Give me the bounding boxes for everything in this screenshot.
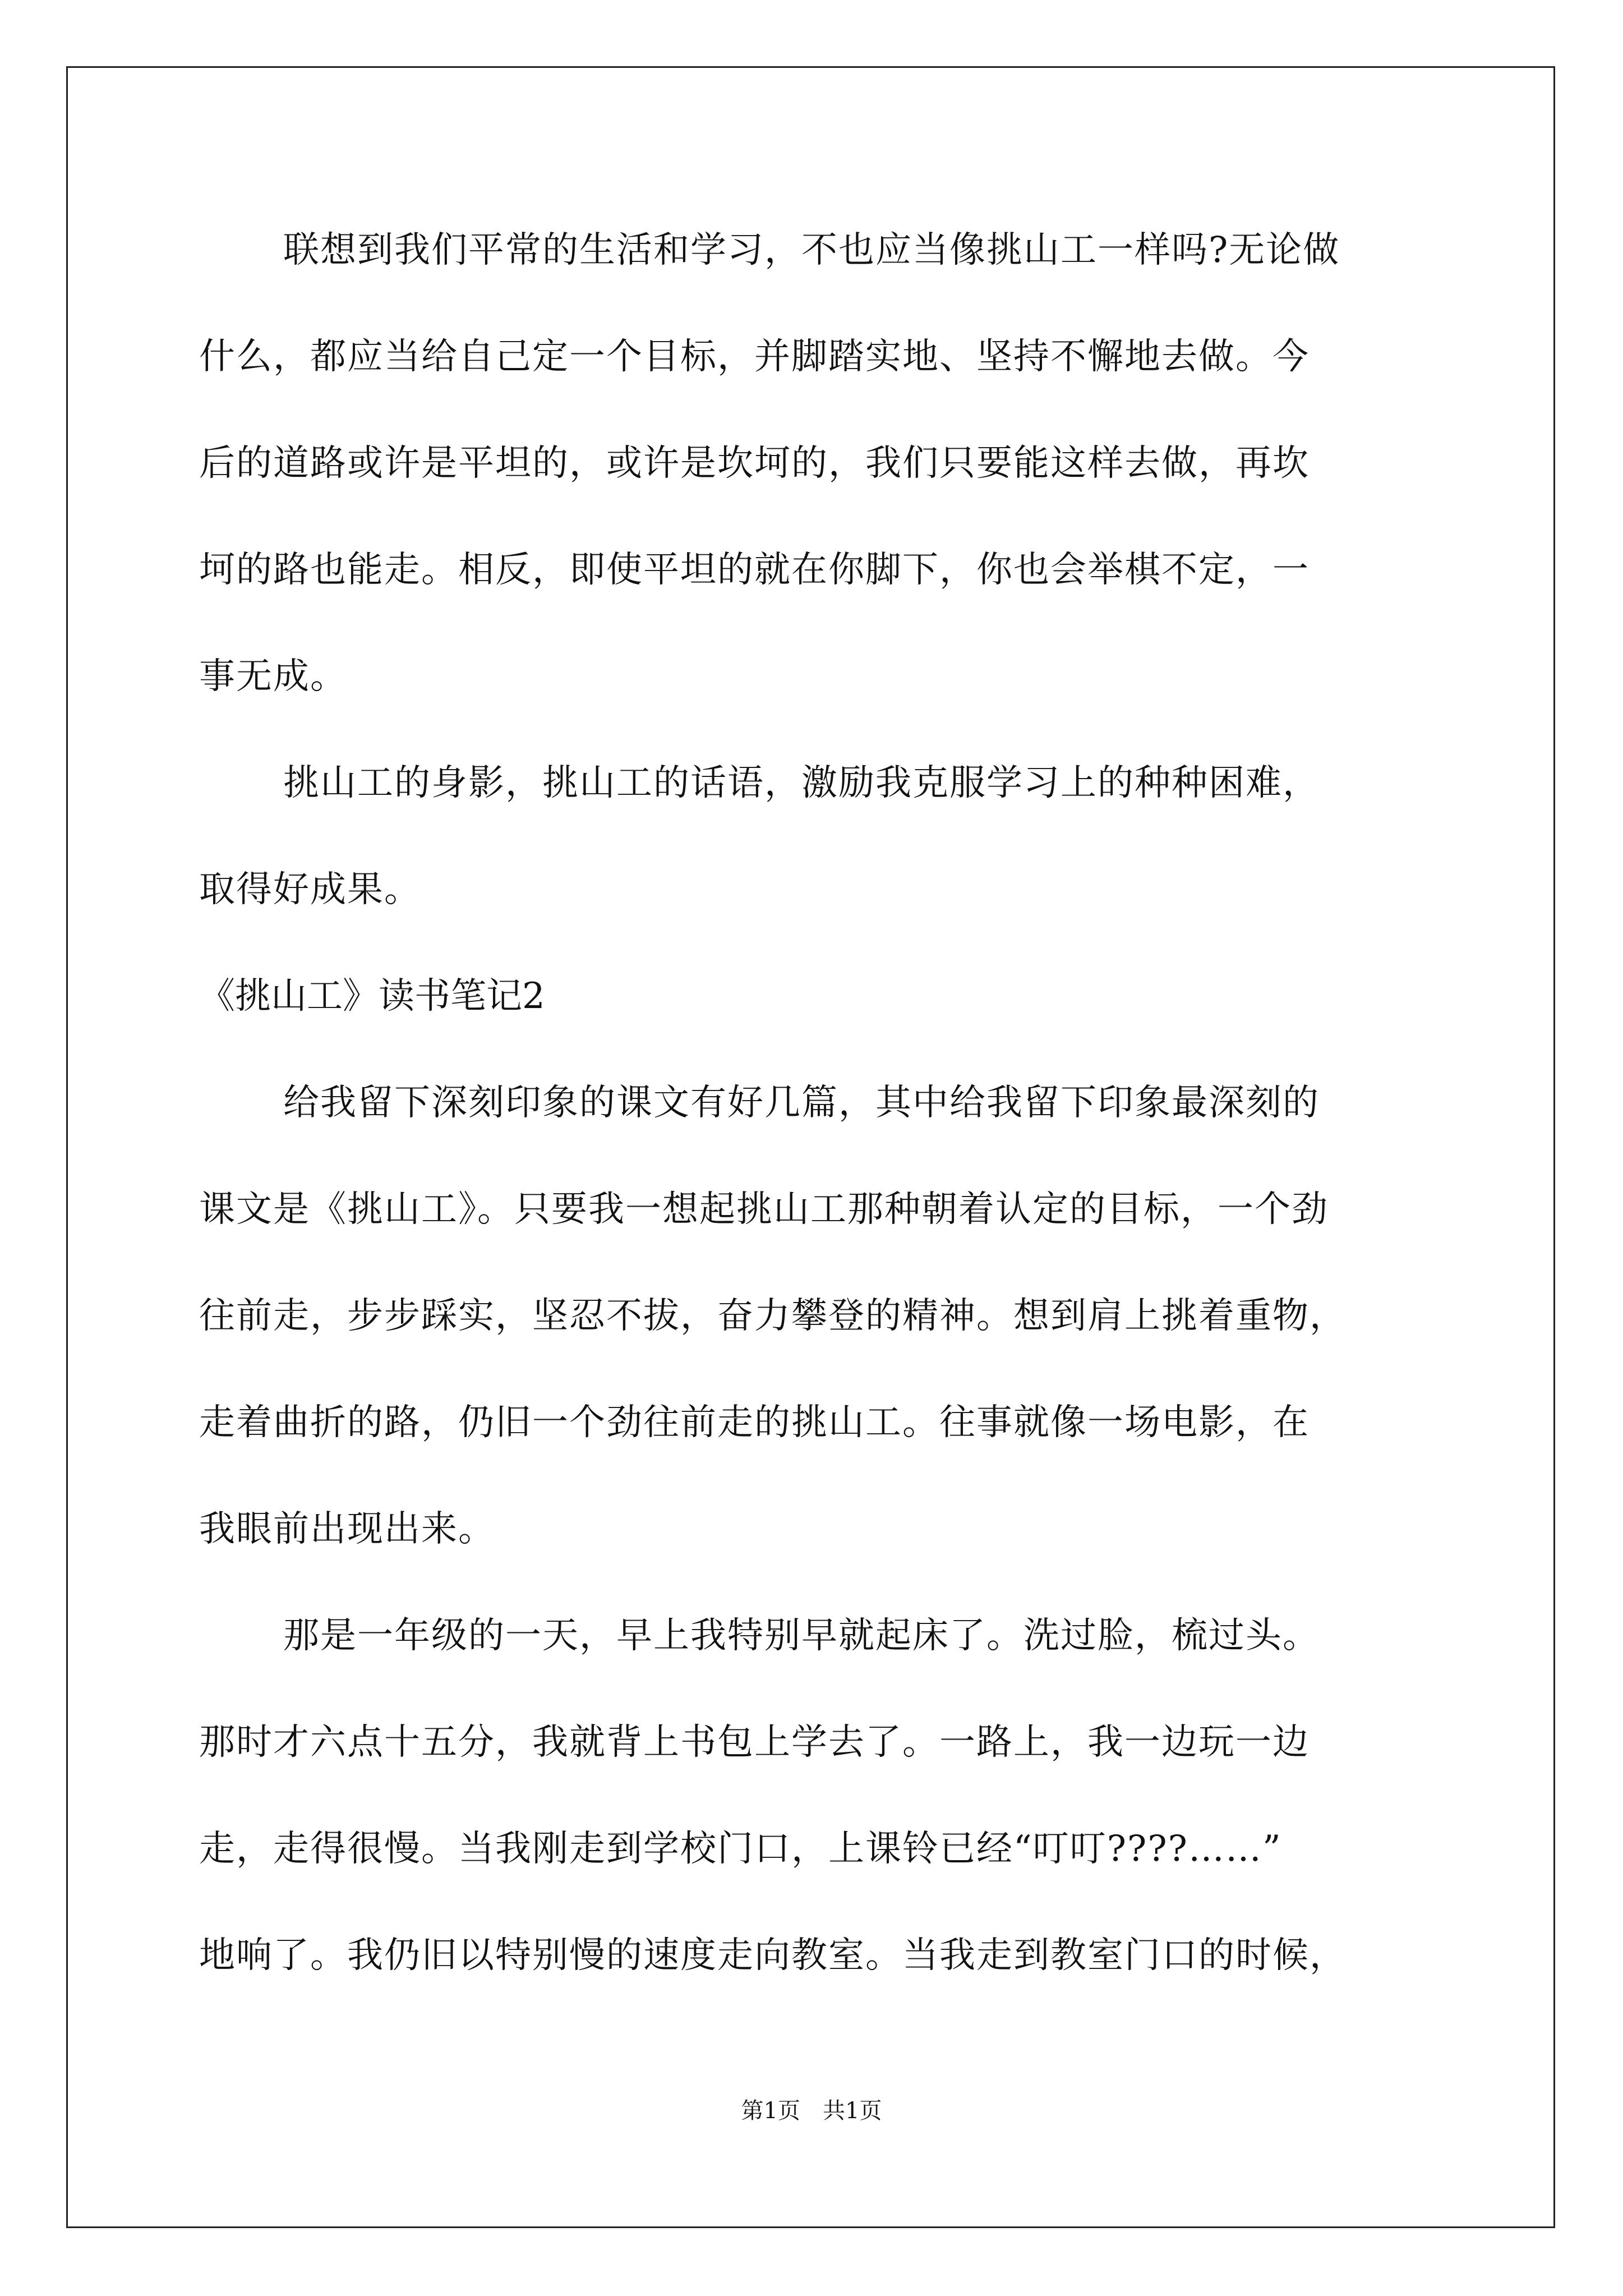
paragraph-1-line-2: 什么，都应当给自己定一个目标，并脚踏实地、坚持不懈地去做。今 (199, 336, 1310, 378)
paragraph-3-line-5: 我眼前出现出来。 (199, 1508, 495, 1550)
page-footer: 第1页 共1页 (741, 2098, 882, 2124)
paragraph-2-line-1: 挑山工的身影，挑山工的话语，激励我克服学习上的种种困难， (283, 762, 1320, 804)
paragraph-1-line-5: 事无成。 (199, 656, 347, 697)
paragraph-1-line-4: 坷的路也能走。相反，即使平坦的就在你脚下，你也会举棋不定，一 (199, 549, 1310, 591)
section-heading: 《挑山工》读书笔记2 (199, 976, 545, 1017)
paragraph-3-line-3: 往前走，步步踩实，坚忍不拔，奋力攀登的精神。想到肩上挑着重物， (199, 1295, 1347, 1337)
paragraph-4-line-2: 那时才六点十五分，我就背上书包上学去了。一路上，我一边玩一边 (199, 1722, 1310, 1763)
paragraph-3-line-1: 给我留下深刻印象的课文有好几篇，其中给我留下印象最深刻的 (283, 1082, 1320, 1124)
paragraph-1-line-3: 后的道路或许是平坦的，或许是坎坷的，我们只要能这样去做，再坎 (199, 443, 1310, 484)
paragraph-4-line-4: 地响了。我仍旧以特别慢的速度走向教室。当我走到教室门口的时候， (199, 1935, 1347, 1976)
paragraph-4-line-3: 走，走得很慢。当我刚走到学校门口，上课铃已经“叮叮????……” (199, 1828, 1282, 1870)
paragraph-2-line-2: 取得好成果。 (199, 869, 421, 910)
paragraph-3-line-2: 课文是《挑山工》。只要我一想起挑山工那种朝着认定的目标，一个劲 (199, 1189, 1329, 1230)
paragraph-4-line-1: 那是一年级的一天，早上我特别早就起床了。洗过脸，梳过头。 (283, 1615, 1320, 1657)
page-border (66, 66, 1555, 2228)
paragraph-3-line-4: 走着曲折的路，仍旧一个劲往前走的挑山工。往事就像一场电影，在 (199, 1402, 1310, 1443)
paragraph-1-line-1: 联想到我们平常的生活和学习，不也应当像挑山工一样吗?无论做 (283, 229, 1340, 271)
